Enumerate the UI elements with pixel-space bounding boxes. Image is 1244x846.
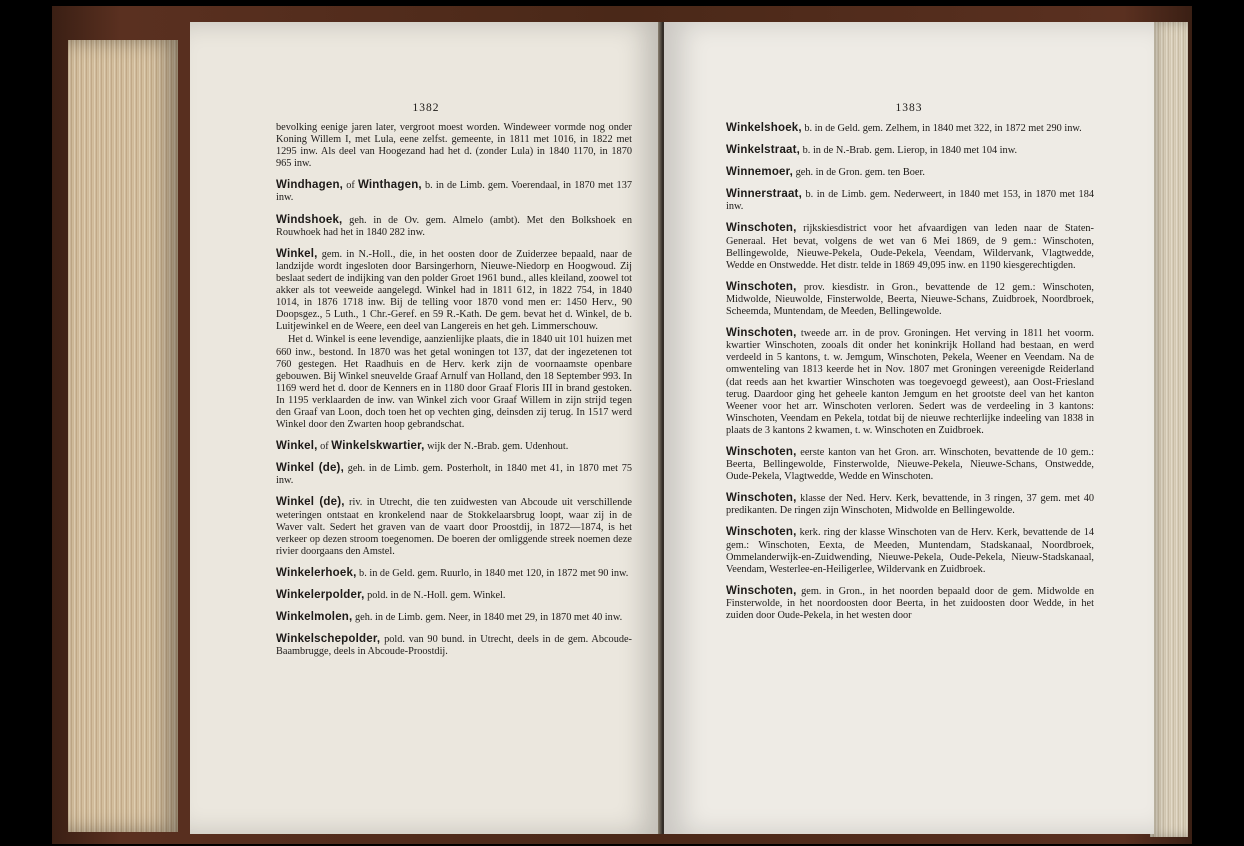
entry-body: b. in de Limb. gem. Nederweert, in 1840 met 153, in 1870 met 184 inw.: [726, 189, 1094, 213]
page-edges-left: [68, 40, 178, 832]
entry-paragraph: [726, 446, 1094, 483]
left-page: [190, 22, 662, 834]
dictionary-entry: [276, 440, 632, 453]
entry-body: rijkskiesdistrict voor het afvaardigen van leden naar de Staten-Generaal. Het bevat, volgens de wet van 6 Mei 1869, de 9 gem.: Winschoten, Bellingewolde, Nieuwe-Pekela, Oude-Pekela, Veendam, Wildervank, Vlagtwedde, Wedde en Onstwedde. Het distr. telde in 1869 49,095 inw. en 1190 kiesgerechtigden.: [726, 223, 1094, 271]
dictionary-entry: [276, 462, 632, 487]
entry-body: pold. van 90 bund. in Utrecht, deels in de gem. Abcoude-Baambrugge, deels in Abcoude-Proostdij.: [276, 634, 632, 658]
dictionary-entry: [276, 248, 632, 431]
entry-headword: Winkelerpolder,: [276, 589, 365, 601]
entry-paragraph: [276, 214, 632, 239]
dictionary-entry: [276, 214, 632, 239]
entry-body: geh. in de Limb. gem. Posterholt, in 1840 met 41, in 1870 met 75 inw.: [276, 463, 632, 487]
entry-headword: Winkel,: [276, 440, 318, 453]
continued-paragraph: bevolking eenige jaren later, vergroot moest worden. Windeweer vormde nog onder Koning Willem I, met Lula, eene zelfst. gemeente, in 1811 met 1016, in 1822 met 1295 inw. Als deel van Hoogezand had het d. (zonder Lula) in 1840 1170, in 1870 965 inw.: [276, 122, 632, 170]
entry-paragraph: [276, 462, 632, 487]
page-text: [276, 122, 632, 667]
dictionary-entry: [726, 492, 1094, 517]
entry-paragraph: [726, 122, 1094, 135]
entry-paragraph: [726, 585, 1094, 622]
entry-headword: Winkelmolen,: [276, 611, 353, 624]
entry-headword: Winschoten,: [726, 445, 797, 458]
entry-headword: Winkel,: [276, 247, 318, 260]
entry-headword: Winschoten,: [726, 222, 797, 235]
entry-connector: of: [343, 180, 358, 192]
entry-headword: Winkel (de),: [276, 496, 345, 509]
entry-body: geh. in de Gron. gem. ten Boer.: [793, 167, 925, 179]
entry-paragraph: [726, 166, 1094, 179]
entry-paragraph: [276, 589, 632, 602]
entry-headword: Winschoten,: [726, 327, 797, 340]
entry-headword: Winkel (de),: [276, 462, 344, 475]
entry-paragraph: [726, 492, 1094, 517]
entry-list: [276, 179, 632, 658]
entry-headword-alt: Winkelskwartier,: [331, 440, 425, 453]
right-page: [664, 22, 1154, 834]
entry-headword: Winkelerhoek,: [276, 566, 357, 579]
entry-body: b. in de N.-Brab. gem. Lierop, in 1840 met 104 inw.: [800, 145, 1018, 157]
entry-paragraph: [276, 633, 632, 658]
entry-body: pold. in de N.-Holl. gem. Winkel.: [364, 590, 506, 601]
entry-body: eerste kanton van het Gron. arr. Winschoten, bevattende de 10 gem.: Beerta, Bellingewolde, Finsterwolde, Nieuwe-Pekela, Nieuwe-Schans, Onstwedde, Oude-Pekela, Vlagtwedde, Wedde en Winschoten.: [726, 446, 1094, 483]
entry-body: b. in de Geld. gem. Zelhem, in 1840 met 322, in 1872 met 290 inw.: [801, 123, 1082, 134]
dictionary-entry: [726, 446, 1094, 483]
entry-headword: Winschoten,: [726, 280, 797, 293]
entry-headword: Winkelstraat,: [726, 144, 801, 157]
dictionary-entry: [726, 222, 1094, 271]
entry-list: [726, 122, 1094, 622]
entry-body: tweede arr. in de prov. Groningen. Het verving in 1811 het voorm. kwartier Winschoten, zooals dit onder het koninkrijk Holland had bestaan, en werd verdeeld in 5 kantons, t. w. Jemgum, Winschoten, Pekela, Weener en Veendam. Na de omwenteling van 1813 keerde het in Nov. 1807 met Groningen vereenigde Reiderland (dat reeds aan het kwartier Winschoten was toegevoegd geweest), aan Oost-Friesland terug. Daardoor ging het geheele kanton Jemgum en het grootste deel van het kanton Weener voor het arr. Winschoten verloren. Sedert was de verdeeling in 3 kantons: Winschoten, Veendam en Pekela, totdat bij de nieuwe rechterlijke indeeling van 1838 in plaats de 3 kantons 2 kwamen, t. w. Winschoten en Zuidbroek.: [726, 328, 1094, 436]
entry-paragraph: [726, 526, 1094, 575]
entry-headword: Windshoek,: [276, 213, 343, 226]
entry-connector: of: [317, 441, 332, 453]
entry-headword: Winkelschepolder,: [276, 633, 381, 646]
entry-headword: Winkelshoek,: [726, 122, 802, 134]
entry-paragraph: [726, 222, 1094, 271]
dictionary-entry: [726, 166, 1094, 179]
entry-body: kerk. ring der klasse Winschoten van de Herv. Kerk, bevattende de 14 gem.: Winschoten, Eexta, de Meeden, Muntendam, Stadskanaal, Noordbroek, Ommelanderwijk-en-Zuidwending, Nieuwe-Pekela, Oude-Pekela, Nieuw-Stadskanaal, Veendam, Westerlee-en-Heiligerlee, Wildervank en Zuidbroek.: [726, 527, 1094, 575]
entry-headword-alt: Winthagen,: [357, 179, 422, 192]
entry-paragraph: [726, 281, 1094, 318]
dictionary-entry: [726, 526, 1094, 575]
dictionary-entry: [276, 179, 632, 204]
entry-paragraph: [726, 144, 1094, 157]
page-edges-right: [1150, 22, 1188, 837]
entry-body: gem. in N.-Holl., die, in het oosten door de Zuiderzee bepaald, naar de landzijde wordt ingesloten door Barsingerhorn, Nieuwe-Niedorp en Hoogwoud. Zij beslaat sedert de indijking van den polder Groet 1961 bund., alles kleiland, zoowel tot akker als tot veeweide aangelegd. Winkel had in 1811 612, in 1822 754, in 1840 1014, in 1876 1718 inw. Bij de telling voor 1870 vond men er: 1450 Herv., 90 Doopsgez., 5 Luth., 1 Chr.-Geref. en 59 R.-Kath. De gem. bevat het d. Winkel, de b. Luitjewinkel en de Weere, een deel van Langereis en het geh. Limmerschouw.: [276, 248, 632, 333]
entry-paragraph: [726, 188, 1094, 213]
entry-body: gem. in Gron., in het noorden bepaald door de gem. Midwolde en Finsterwolde, in het noordoosten door Beerta, in het zuidoosten door Wedde, in het zuiden door Oude-Pekela, in het westen door: [726, 585, 1094, 621]
entry-body: geh. in de Limb. gem. Neer, in 1840 met 29, in 1870 met 40 inw.: [352, 612, 623, 624]
dictionary-entry: [726, 122, 1094, 135]
dictionary-entry: [726, 585, 1094, 622]
entry-headword: Winnemoer,: [726, 166, 794, 179]
entry-body: riv. in Utrecht, die ten zuidwesten van Abcoude uit verschillende weteringen ontstaat en kronkelend naar de Stokkelaarsbrug loopt, waar zij in de Waver valt. Sedert het graven van de vaart door Proostdij, in 1872—1874, is het verkeer op dezen stroom toegenomen. De boeren der omliggende streek noemen deze rivier doorgaans den Amstel.: [276, 497, 632, 557]
dictionary-entry: [276, 496, 632, 557]
entry-paragraph: [276, 611, 632, 624]
dictionary-entry: [726, 281, 1094, 318]
entry-continuation: Het d. Winkel is eene levendige, aanzienlijke plaats, die in 1840 uit 101 huizen met 660 inw., bestond. In 1870 was het getal woningen tot 137, dat der ingezetenen tot 760 gestegen. Het Raadhuis en de Herv. kerk zijn de voornaamste openbare gebouwen. Bij Winkel sneuvelde Graaf Arnulf van Holland, den 18 September 993. In 1169 werd het d. door de Kenners en in 1180 door Graaf Floris III in brand gestoken. In 1195 verklaarden de inw. van Winkel zich voor Graaf Willem in zijn strijd tegen den Graaf van Loon, doch toen het op vechten ging, deinsden zij terug. In 1517 werd Winkel door den Zwarten hoop gebrandschat.: [276, 334, 632, 431]
page-text: [726, 122, 1094, 631]
entry-paragraph: [276, 496, 632, 557]
entry-headword: Windhagen,: [276, 179, 344, 192]
entry-paragraph: [726, 327, 1094, 437]
entry-headword: Winschoten,: [726, 492, 797, 505]
dictionary-entry: [276, 589, 632, 602]
page-number: 1382: [412, 102, 440, 114]
dictionary-entry: [276, 633, 632, 658]
entry-body: b. in de Geld. gem. Ruurlo, in 1840 met 120, in 1872 met 90 inw.: [356, 567, 629, 579]
dictionary-entry: [276, 567, 632, 580]
entry-body: klasse der Ned. Herv. Kerk, bevattende, in 3 ringen, 37 gem. met 40 predikanten. De ringen zijn Winschoten, Midwolde en Bellingewolde.: [726, 493, 1094, 517]
entry-paragraph: [276, 248, 632, 334]
entry-headword: Winnerstraat,: [726, 188, 802, 201]
entry-paragraph: [276, 567, 632, 580]
entry-body: b. in de Limb. gem. Voerendaal, in 1870 met 137 inw.: [276, 180, 632, 204]
entry-body: geh. in de Ov. gem. Almelo (ambt). Met den Bolkshoek en Rouwhoek had het in 1840 282 inw.: [276, 214, 632, 238]
dictionary-entry: [726, 327, 1094, 437]
dictionary-entry: [276, 611, 632, 624]
entry-headword: Winschoten,: [726, 526, 797, 539]
page-number: 1383: [895, 102, 923, 114]
entry-paragraph: [276, 179, 632, 204]
entry-body: prov. kiesdistr. in Gron., bevattende de 12 gem.: Winschoten, Midwolde, Nieuwolde, Finsterwolde, Beerta, Nieuwe-Schans, Zuidbroek, Noordbroek, Scheemda, Muntendam, de Meeden, Bellingewolde.: [726, 281, 1094, 318]
entry-paragraph: [276, 440, 632, 453]
dictionary-entry: [726, 188, 1094, 213]
entry-headword: Winschoten,: [726, 584, 797, 597]
dictionary-entry: [726, 144, 1094, 157]
entry-body: wijk der N.-Brab. gem. Udenhout.: [424, 441, 569, 453]
